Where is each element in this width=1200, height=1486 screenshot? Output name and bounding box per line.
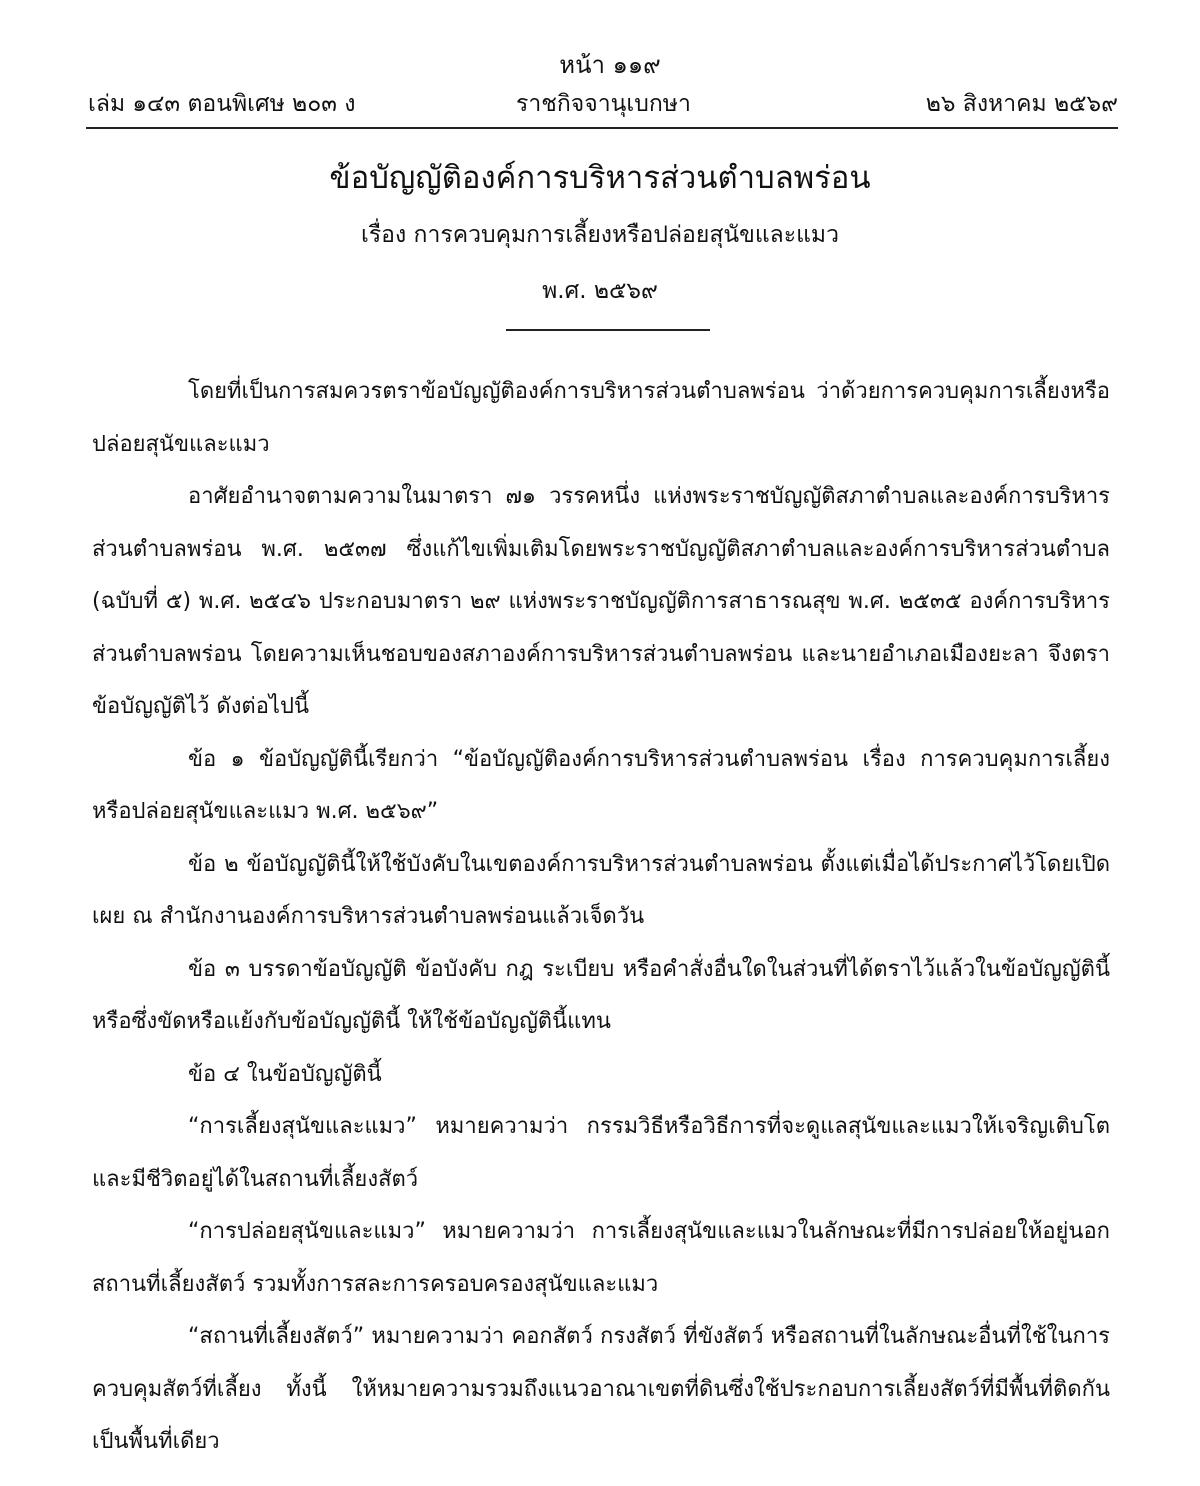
publication-name: ราชกิจจานุเบกษา [516, 91, 691, 117]
document-body [92, 366, 1110, 1469]
authority-paragraph: อาศัยอำนาจตามความในมาตรา ๗๑ วรรคหนึ่ง แห่งพระราชบัญญัติสภาตำบลและองค์การบริหารส่วนตำบลพร่อน พ.ศ. ๒๕๓๗ ซึ่งแก้ไขเพิ่มเติมโดยพระราชบัญญัติสภาตำบลและองค์การบริหารส่วนตำบล (ฉบับที่ ๕) พ.ศ. ๒๕๔๖ ประกอบมาตรา ๒๙ แห่งพระราชบัญญัติการสาธารณสุข พ.ศ. ๒๕๓๕ องค์การบริหารส่วนตำบลพร่อน โดยความเห็นชอบของสภาองค์การบริหารส่วนตำบลพร่อน และนายอำเภอเมืองยะลา จึงตราข้อบัญญัติไว้ ดังต่อไปนี้ [92, 484, 1110, 719]
header-divider [86, 127, 1118, 129]
title-divider [506, 329, 710, 331]
preamble-paragraph: โดยที่เป็นการสมควรตราข้อบัญญัติองค์การบริหารส่วนตำบลพร่อน ว่าด้วยการควบคุมการเลี้ยงหรือปล่อยสุนัขและแมว [92, 379, 1110, 457]
document-subject: เรื่อง การควบคุมการเลี้ยงหรือปล่อยสุนัขและแมว [360, 222, 840, 248]
document-year: พ.ศ. ๒๕๖๙ [542, 278, 658, 304]
document-title: ข้อบัญญัติองค์การบริหารส่วนตำบลพร่อน [329, 160, 871, 196]
clause-1: ข้อ ๑ ข้อบัญญัตินี้เรียกว่า “ข้อบัญญัติองค์การบริหารส่วนตำบลพร่อน เรื่อง การควบคุมการเลี้ยงหรือปล่อยสุนัขและแมว พ.ศ. ๒๕๖๙” [92, 746, 1110, 824]
clause-2: ข้อ ๒ ข้อบัญญัตินี้ให้ใช้บังคับในเขตองค์การบริหารส่วนตำบลพร่อน ตั้งแต่เมื่อได้ประกาศไว้โดยเปิดเผย ณ สำนักงานองค์การบริหารส่วนตำบลพร่อนแล้วเจ็ดวัน [92, 851, 1110, 929]
page-number: หน้า ๑๑๙ [559, 51, 661, 79]
definition-animal-place: “สถานที่เลี้ยงสัตว์” หมายความว่า คอกสัตว์ กรงสัตว์ ที่ขังสัตว์ หรือสถานที่ในลักษณะอื่นที่ใช้ในการควบคุมสัตว์ที่เลี้ยง ทั้งนี้ ให้หมายความรวมถึงแนวอาณาเขตที่ดินซึ่งใช้ประกอบการเลี้ยงสัตว์ที่มีพื้นที่ติดกันเป็นพื้นที่เดียว [92, 1324, 1110, 1454]
definition-releasing: “การปล่อยสุนัขและแมว” หมายความว่า การเลี้ยงสุนัขและแมวในลักษณะที่มีการปล่อยให้อยู่นอกสถานที่เลี้ยงสัตว์ รวมทั้งการสละการครอบครองสุนัขและแมว [92, 1219, 1110, 1297]
definition-raising: “การเลี้ยงสุนัขและแมว” หมายความว่า กรรมวิธีหรือวิธีการที่จะดูแลสุนัขและแมวให้เจริญเติบโตและมีชีวิตอยู่ได้ในสถานที่เลี้ยงสัตว์ [92, 1114, 1110, 1192]
clause-4: ข้อ ๔ ในข้อบัญญัตินี้ [188, 1061, 382, 1087]
publication-date: ๒๖ สิงหาคม ๒๕๖๙ [925, 91, 1118, 117]
gazette-header [88, 86, 1118, 122]
volume-issue: เล่ม ๑๔๓ ตอนพิเศษ ๒๐๓ ง [88, 91, 356, 117]
clause-3: ข้อ ๓ บรรดาข้อบัญญัติ ข้อบังคับ กฎ ระเบียบ หรือคำสั่งอื่นใดในส่วนที่ได้ตราไว้แล้วในข้อบัญญัตินี้หรือซึ่งขัดหรือแย้งกับข้อบัญญัตินี้ ให้ใช้ข้อบัญญัตินี้แทน [92, 956, 1110, 1034]
